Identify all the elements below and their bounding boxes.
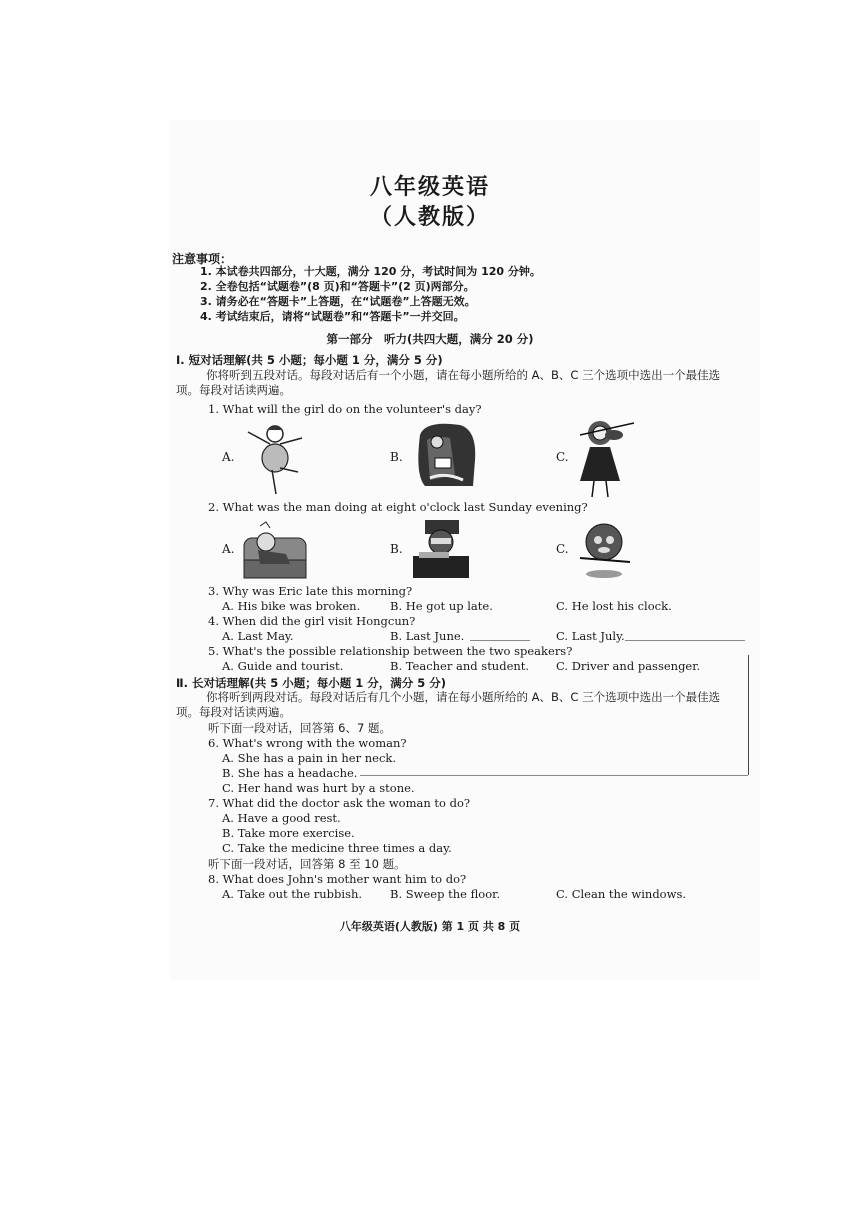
question-stem: 6. What's wrong with the woman? xyxy=(208,736,407,750)
question-stem: 1. What will the girl do on the volunteer's day? xyxy=(208,402,482,416)
option-c: C. Her hand was hurt by a stone. xyxy=(222,781,415,795)
option-b: B. Teacher and student. xyxy=(390,659,530,673)
option-label: B. xyxy=(390,542,403,556)
question-stem: 7. What did the doctor ask the woman to do? xyxy=(208,796,471,810)
question-stem: 8. What does John's mother want him to do? xyxy=(208,872,467,886)
note-item: 3. 请务必在“答题卡”上答题，在“试题卷”上答题无效。 xyxy=(200,295,476,308)
scan-line xyxy=(748,655,749,775)
question-stem: 3. Why was Eric late this morning? xyxy=(208,584,413,598)
question-stem: 4. When did the girl visit Hongcun? xyxy=(208,614,416,628)
section-instruction: 你将听到两段对话。每段对话后有几个小题，请在每小题所给的 A、B、C 三个选项中选出一个最佳选项。每段对话读两遍。 xyxy=(176,690,721,719)
option-b: B. He got up late. xyxy=(390,599,493,613)
question-stem: 2. What was the man doing at eight o'clock last Sunday evening? xyxy=(208,500,588,514)
option-c: C. Take the medicine three times a day. xyxy=(222,841,452,855)
note-item: 1. 本试卷共四部分，十大题，满分 120 分，考试时间为 120 分钟。 xyxy=(200,265,541,278)
option-a: A. Guide and tourist. xyxy=(222,659,344,673)
listening-instruction: 听下面一段对话，回答第 8 至 10 题。 xyxy=(208,857,406,871)
option-label: B. xyxy=(390,450,403,464)
ballet-dancer-icon xyxy=(240,420,310,500)
scan-line xyxy=(470,640,530,641)
option-c: C. Clean the windows. xyxy=(556,887,687,901)
violin-girl-icon xyxy=(570,415,640,500)
option-c: C. He lost his clock. xyxy=(556,599,672,613)
option-label: C. xyxy=(556,542,569,556)
man-on-sofa-icon xyxy=(240,520,310,582)
option-b: B. Last June. xyxy=(390,629,465,643)
listening-instruction: 听下面一段对话，回答第 6、7 题。 xyxy=(208,721,391,735)
option-b: B. She has a headache. xyxy=(222,766,358,780)
question-stem: 5. What's the possible relationship between the two speakers? xyxy=(208,644,573,658)
reading-girl-icon xyxy=(405,420,480,490)
part-heading: 第一部分 听力(共四大题，满分 20 分) xyxy=(326,332,534,346)
option-label: A. xyxy=(222,542,235,556)
man-singing-icon xyxy=(570,518,640,580)
page-subtitle: （人教版） xyxy=(369,205,490,230)
option-a: A. His bike was broken. xyxy=(222,599,361,613)
notes-heading: 注意事项： xyxy=(172,252,233,266)
option-c: C. Driver and passenger. xyxy=(556,659,701,673)
option-a: A. She has a pain in her neck. xyxy=(222,751,397,765)
section-heading: Ⅰ. 短对话理解(共 5 小题；每小题 1 分，满分 5 分) xyxy=(176,353,443,367)
section-heading: Ⅱ. 长对话理解(共 5 小题；每小题 1 分，满分 5 分) xyxy=(176,676,446,690)
section-instruction: 你将听到五段对话。每段对话后有一个小题，请在每小题所给的 A、B、C 三个选项中选出一个最佳选项。每段对话读两遍。 xyxy=(176,368,721,397)
page-footer: 八年级英语(人教版) 第 1 页 共 8 页 xyxy=(339,920,521,933)
option-a: A. Have a good rest. xyxy=(222,811,341,825)
note-item: 4. 考试结束后，请将“试题卷”和“答题卡”一并交回。 xyxy=(200,310,465,323)
scan-line xyxy=(360,775,748,776)
note-item: 2. 全卷包括“试题卷”(8 页)和“答题卡”(2 页)两部分。 xyxy=(200,280,475,293)
scan-line xyxy=(625,640,745,641)
option-b: B. Take more exercise. xyxy=(222,826,355,840)
option-a: A. Take out the rubbish. xyxy=(222,887,363,901)
option-label: A. xyxy=(222,450,235,464)
option-label: C. xyxy=(556,450,569,464)
option-b: B. Sweep the floor. xyxy=(390,887,501,901)
option-c: C. Last July. xyxy=(556,629,625,643)
option-a: A. Last May. xyxy=(222,629,294,643)
notes-list xyxy=(200,264,740,324)
man-at-desk-icon xyxy=(405,518,475,580)
page-title: 八年级英语 xyxy=(369,175,490,200)
